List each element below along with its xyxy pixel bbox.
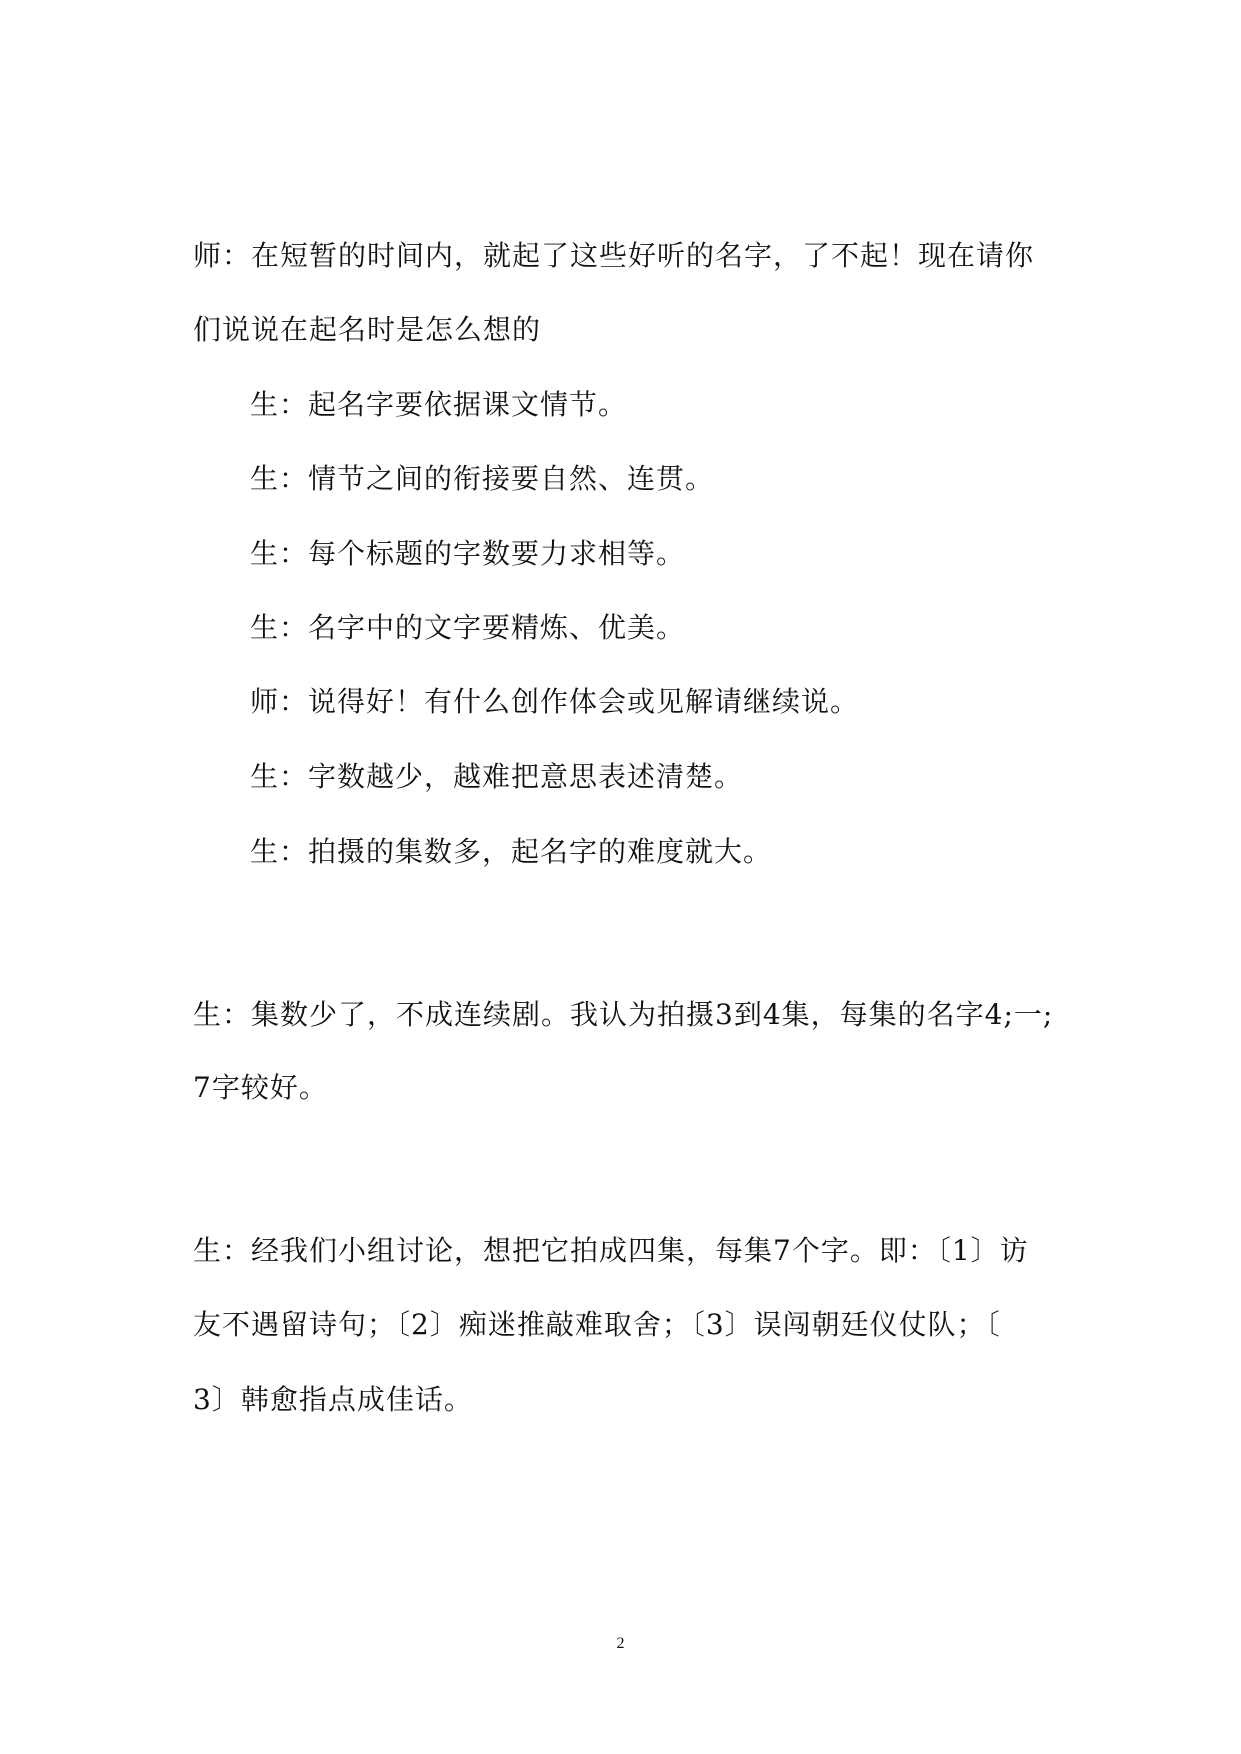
paragraph-line: 生：集数少了，不成连续剧。我认为拍摄3到4集，每集的名字4;一; [193, 998, 1054, 1031]
dialogue-line: 生：名字中的文字要精炼、优美。 [250, 611, 686, 644]
dialogue-line: 生：每个标题的字数要力求相等。 [250, 537, 686, 570]
paragraph-line: 3〕韩愈指点成佳话。 [193, 1383, 473, 1416]
paragraph-line: 们说说在起名时是怎么想的 [193, 313, 542, 346]
paragraph-line: 生：经我们小组讨论，想把它拍成四集，每集7个字。即：〔1〕访 [193, 1234, 1029, 1267]
paragraph-line: 师：在短暂的时间内，就起了这些好听的名字，了不起！现在请你 [193, 239, 1035, 272]
dialogue-line: 生：字数越少，越难把意思表述清楚。 [250, 760, 744, 793]
dialogue-line: 生：情节之间的衔接要自然、连贯。 [250, 462, 715, 495]
paragraph-line: 友不遇留诗句；〔2〕痴迷推敲难取舍；〔3〕误闯朝廷仪仗队；〔 [193, 1308, 1001, 1341]
paragraph-line: 7字较好。 [193, 1071, 328, 1104]
page-number: 2 [616, 1635, 625, 1652]
dialogue-line: 师：说得好！有什么创作体会或见解请继续说。 [250, 685, 860, 718]
dialogue-line: 生：拍摄的集数多，起名字的难度就大。 [250, 835, 773, 868]
dialogue-line: 生：起名字要依据课文情节。 [250, 388, 628, 421]
